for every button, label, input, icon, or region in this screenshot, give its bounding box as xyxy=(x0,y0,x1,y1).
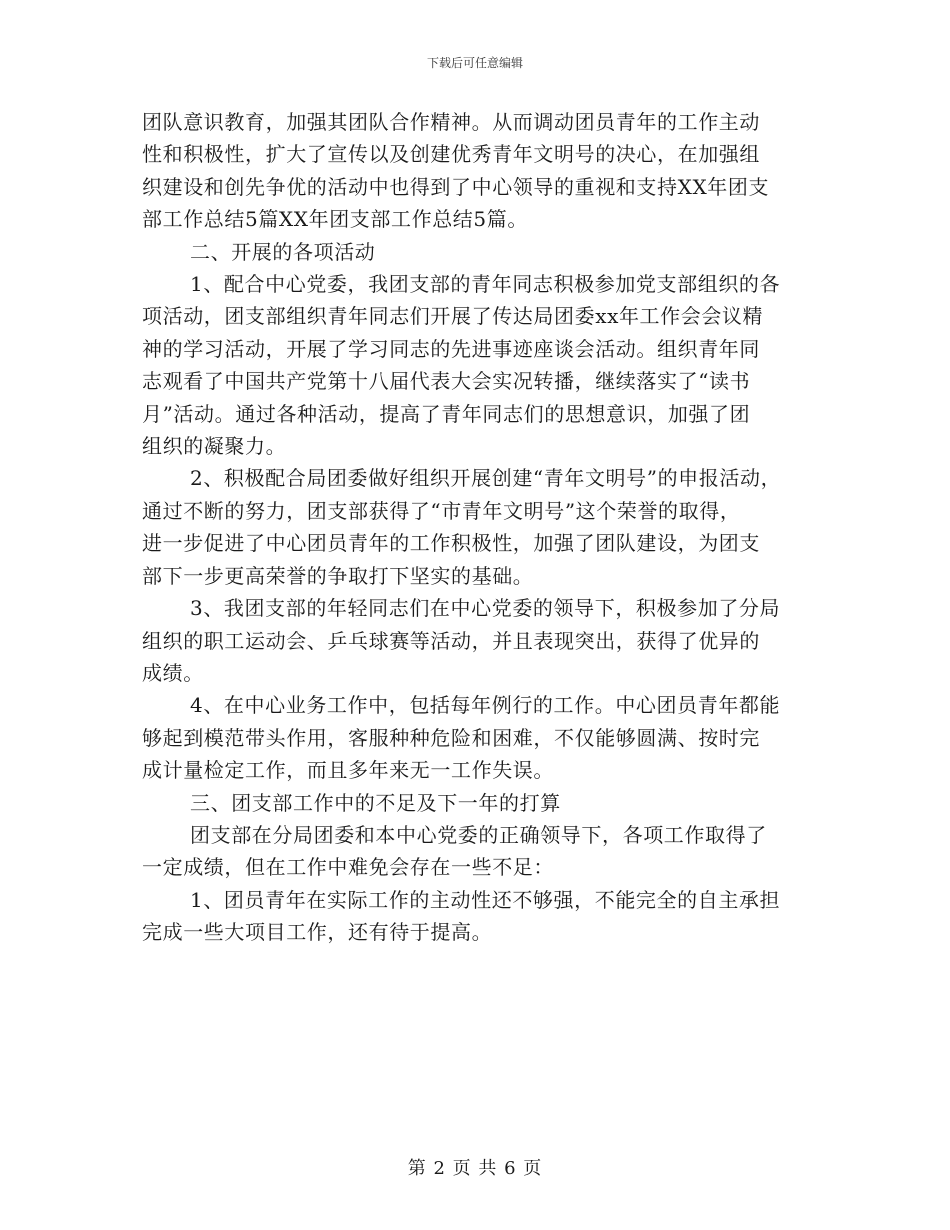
text-line: 2、积极配合局团委做好组织开展创建“青年文明号”的申报活动， xyxy=(190,466,782,491)
text-line: 够起到模范带头作用，客服种种危险和困难，不仅能够圆满、按时完 xyxy=(142,725,760,750)
text-line: 组织的凝聚力。 xyxy=(142,434,287,459)
text-line: 神的学习活动，开展了学习同志的先进事迹座谈会活动。组织青年同 xyxy=(142,336,760,361)
text-line: 通过不断的努力，团支部获得了“市青年文明号”这个荣誉的取得， xyxy=(142,498,741,523)
text-line: 完成一些大项目工作，还有待于提高。 xyxy=(142,920,493,945)
text-line: 组织的职工运动会、乒乓球赛等活动，并且表现突出，获得了优异的 xyxy=(142,628,760,653)
text-line: 一定成绩，但在工作中难免会存在一些不足： xyxy=(142,855,554,880)
text-line: 团队意识教育，加强其团队合作精神。从而调动团员青年的工作主动 xyxy=(142,110,760,134)
text-line: 进一步促进了中心团员青年的工作积极性，加强了团队建设，为团支 xyxy=(142,531,760,556)
text-line: 成计量检定工作，而且多年来无一工作失误。 xyxy=(142,758,554,783)
text-line: 1、配合中心党委，我团支部的青年同志积极参加党支部组织的各 xyxy=(190,272,781,297)
text-line: 志观看了中国共产党第十八届代表大会实况转播，继续落实了“读书 xyxy=(142,369,751,394)
text-line: 部工作总结5篇XX年团支部工作总结5篇。 xyxy=(142,207,528,232)
text-line: 织建设和创先争优的活动中也得到了中心领导的重视和支持XX年团支 xyxy=(142,174,770,199)
text-line: 4、在中心业务工作中，包括每年例行的工作。中心团员青年都能 xyxy=(190,693,781,718)
document-body xyxy=(142,106,822,949)
text-line: 月”活动。通过各种活动，提高了青年同志们的思想意识，加强了团 xyxy=(142,401,751,426)
text-line: 性和积极性，扩大了宣传以及创建优秀青年文明号的决心，在加强组 xyxy=(142,142,760,167)
page-header: 下载后可任意编辑 xyxy=(426,56,523,70)
text-line: 三、团支部工作中的不足及下一年的打算 xyxy=(190,790,561,815)
text-line: 1、团员青年在实际工作的主动性还不够强，不能完全的自主承担 xyxy=(190,887,781,912)
text-line: 项活动，团支部组织青年同志们开展了传达局团委xx年工作会会议精 xyxy=(142,304,764,329)
page-footer: 第 2 页 共 6 页 xyxy=(407,1158,543,1179)
text-line: 部下一步更高荣誉的争取打下坚实的基础。 xyxy=(142,563,534,588)
text-line: 成绩。 xyxy=(142,660,204,685)
text-line: 团支部在分局团委和本中心党委的正确领导下，各项工作取得了 xyxy=(190,822,767,847)
text-line: 二、开展的各项活动 xyxy=(190,239,376,264)
text-line: 3、我团支部的年轻同志们在中心党委的领导下，积极参加了分局 xyxy=(190,596,781,621)
